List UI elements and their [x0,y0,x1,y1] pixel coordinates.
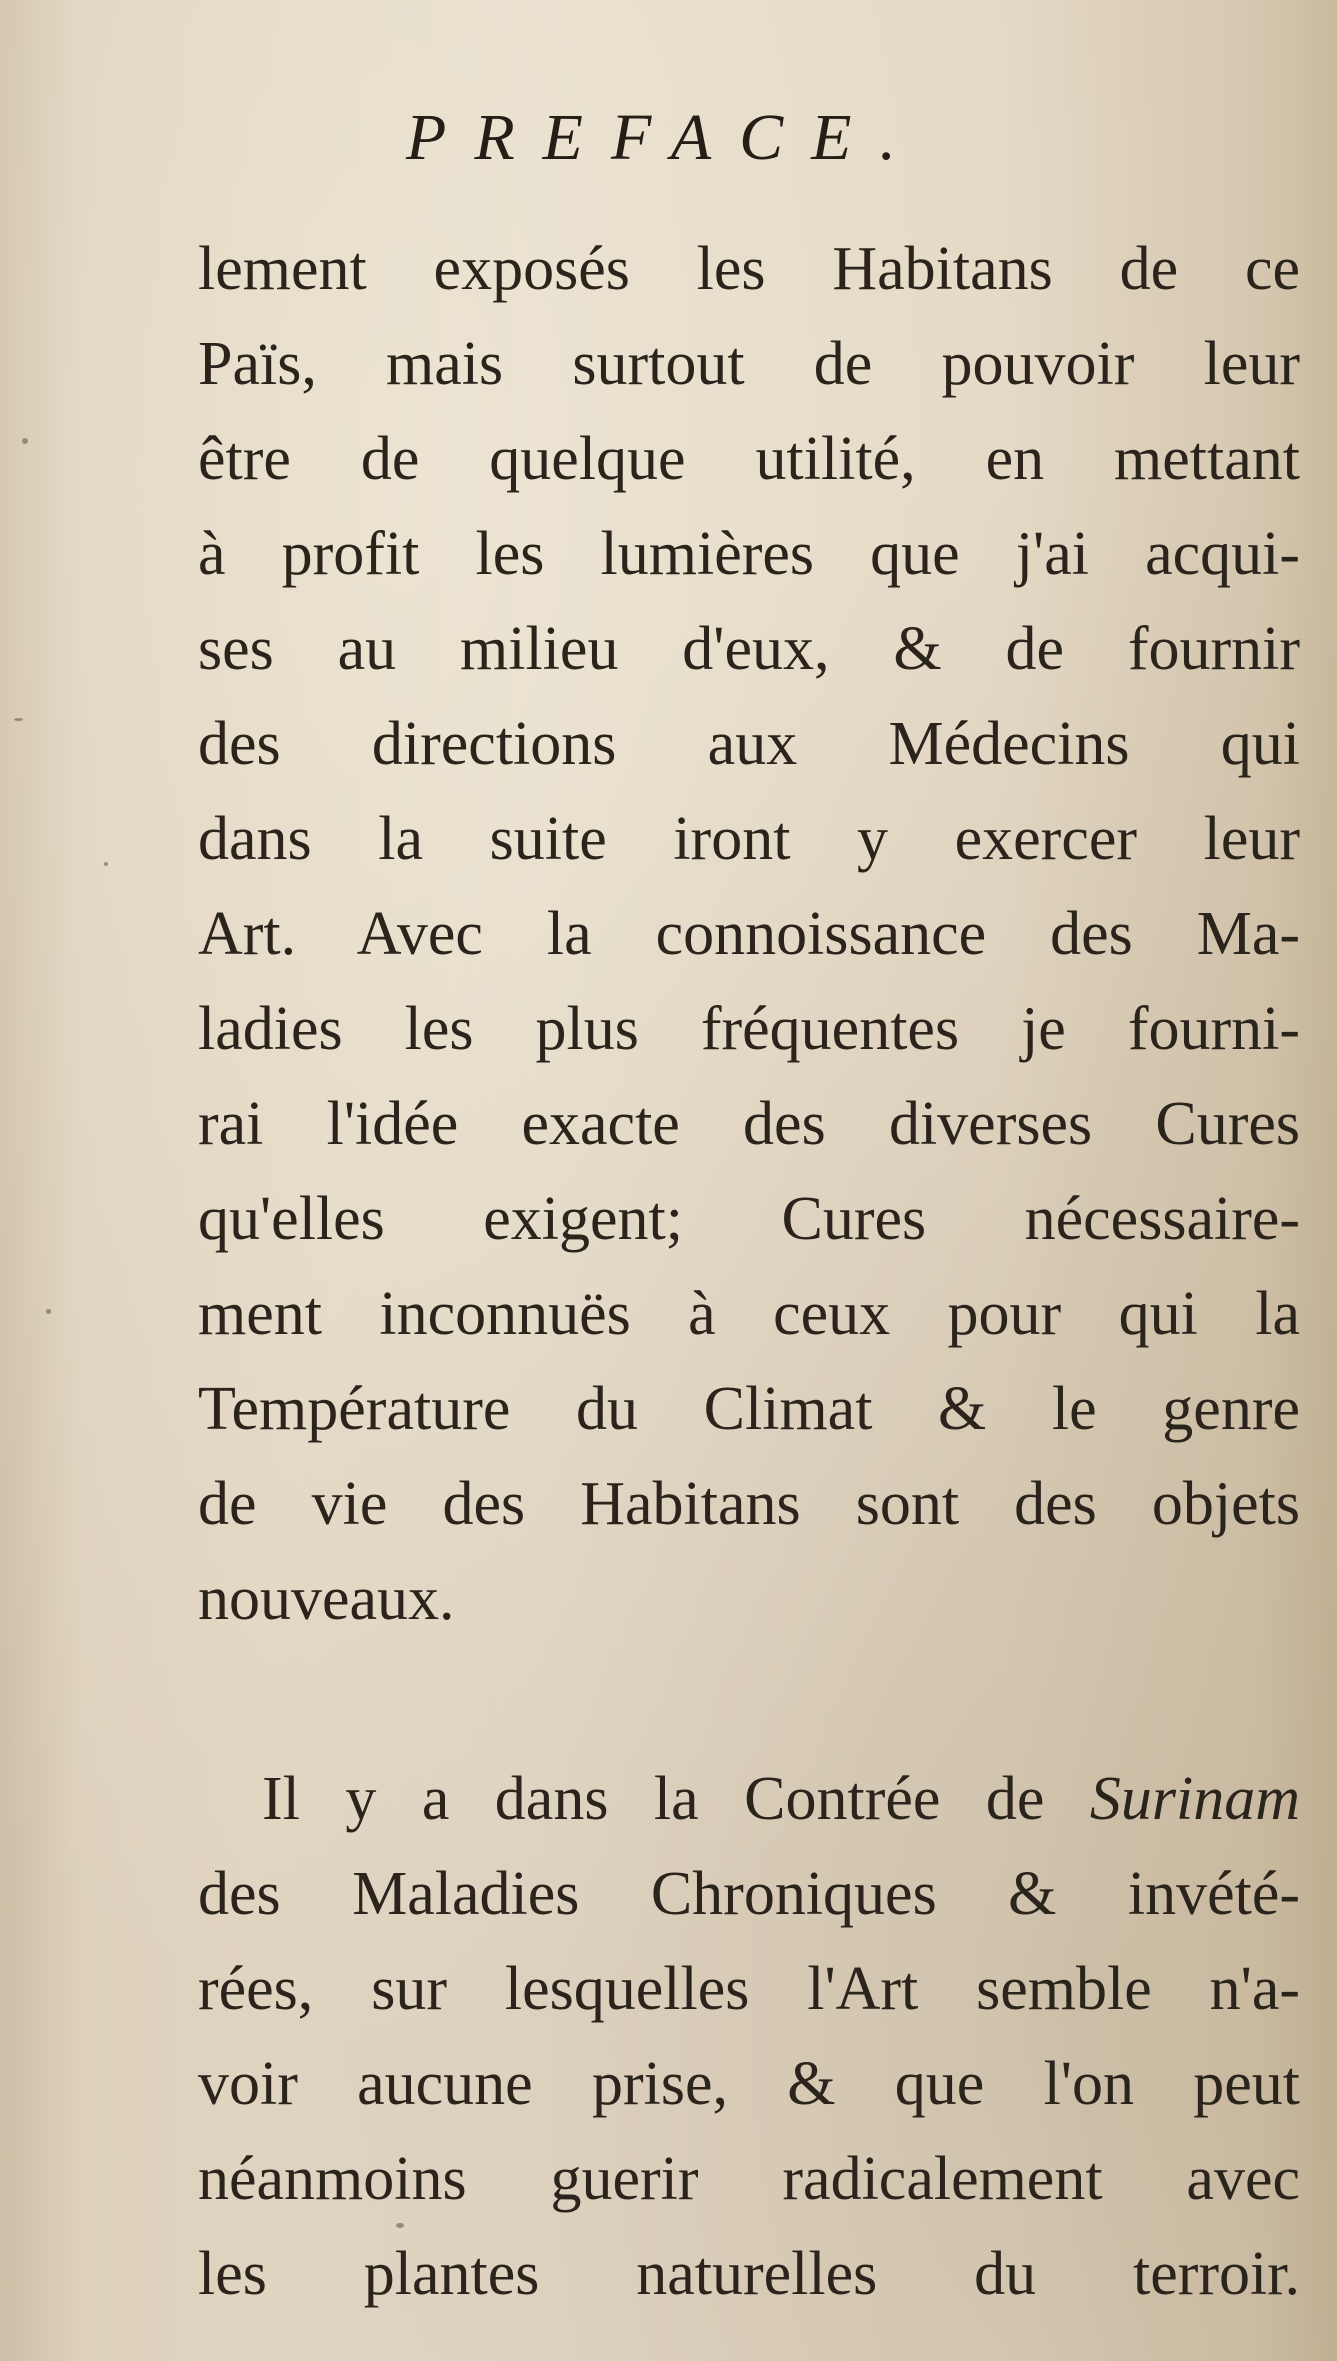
text-line: les plantes naturelles du terroir. [198,2240,1300,2308]
text-line: rai l'idée exacte des diverses Cures [198,1090,1300,1158]
text-line: voir aucune prise, & que l'on peut [198,2050,1300,2118]
body-text [198,222,1300,2322]
text-line: de vie des Habitans sont des objets [198,1470,1300,1538]
text-line: ses au milieu d'eux, & de fournir [198,615,1300,683]
text-line: qu'elles exigent; Cures nécessaire- [198,1185,1300,1253]
text-line: des Maladies Chroniques & invété- [198,1860,1300,1928]
text-prefix: Il y a dans la Contrée de [262,1765,1045,1833]
paper-speck [14,718,23,721]
text-line: dans la suite iront y exercer leur [198,805,1300,873]
text-line: ment inconnuës à ceux pour qui la [198,1280,1300,1348]
paragraph-1 [198,222,1300,1647]
text-line: nouveaux. [198,1565,455,1633]
text-line: ladies les plus fréquentes je fourni- [198,995,1300,1063]
paper-speck [46,1309,51,1314]
text-line-first [198,1752,1300,1847]
text-line: des directions aux Médecins qui [198,710,1300,778]
text-line: être de quelque utilité, en mettant [198,425,1300,493]
text-line: lement exposés les Habitans de ce [198,235,1300,303]
paper-speck [22,438,28,444]
text-line: Art. Avec la connoissance des Ma- [198,900,1300,968]
text-line: rées, sur lesquelles l'Art semble n'a- [198,1955,1300,2023]
paragraph-2 [198,1752,1300,2322]
text-line: Température du Climat & le genre [198,1375,1300,1443]
place-name-surinam: Surinam [1089,1765,1301,1833]
paragraph-gap [198,1647,1300,1752]
text-line: à profit les lumières que j'ai acqui- [198,520,1300,588]
text-line: Païs, mais surtout de pouvoir leur [198,330,1300,398]
paper-speck [104,862,108,866]
text-line: néanmoins guerir radicalement avec [198,2145,1300,2213]
running-head: PREFACE. [406,101,924,174]
